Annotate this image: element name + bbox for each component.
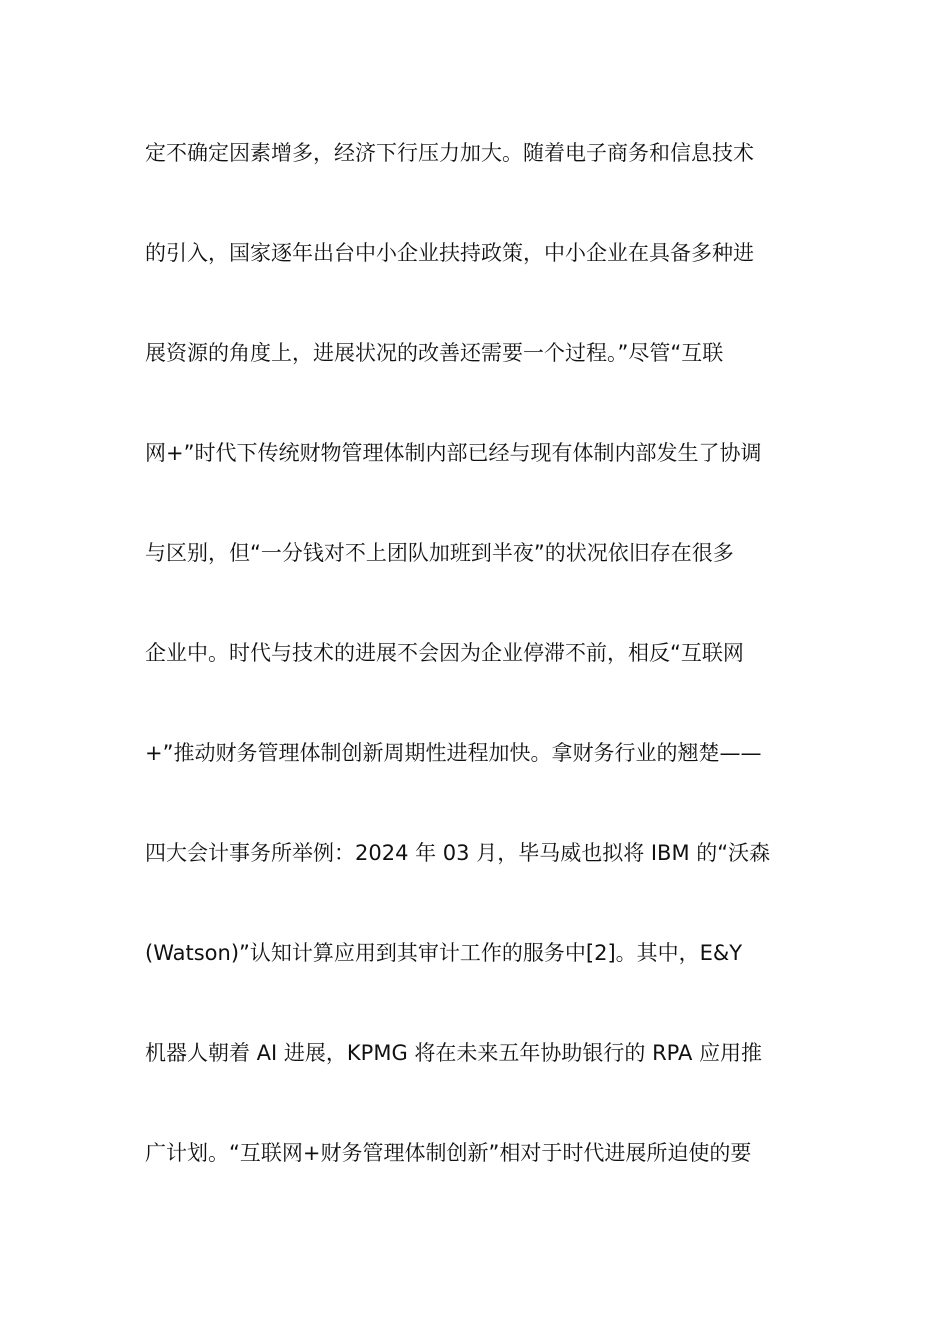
text-line: 机器人朝着 AI 进展，KPMG 将在未来五年协助银行的 RPA 应用推	[145, 1041, 763, 1065]
text-line: +”推动财务管理体制创新周期性进程加快。拿财务行业的翘楚——	[145, 741, 762, 765]
text-line: 展资源的角度上，进展状况的改善还需要一个过程。”尽管“互联	[145, 341, 724, 365]
text-line: 与区别，但“一分钱对不上团队加班到半夜”的状况依旧存在很多	[145, 541, 734, 565]
text-line: 企业中。时代与技术的进展不会因为企业停滞不前，相反“互联网	[145, 641, 744, 665]
text-line: 定不确定因素增多，经济下行压力加大。随着电子商务和信息技术	[145, 141, 754, 165]
text-line: 网+”时代下传统财物管理体制内部已经与现有体制内部发生了协调	[145, 441, 762, 465]
text-line: 四大会计事务所举例：2024 年 03 月，毕马威也拟将 IBM 的“沃森	[145, 841, 771, 865]
text-line: 的引入，国家逐年出台中小企业扶持政策，中小企业在具备多种进	[145, 241, 754, 265]
text-line: (Watson)”认知计算应用到其审计工作的服务中[2]。其中，E&Y	[145, 941, 743, 965]
body-text	[145, 133, 807, 1233]
text-line: 广计划。“互联网+财务管理体制创新”相对于时代进展所迫使的要	[145, 1141, 752, 1165]
